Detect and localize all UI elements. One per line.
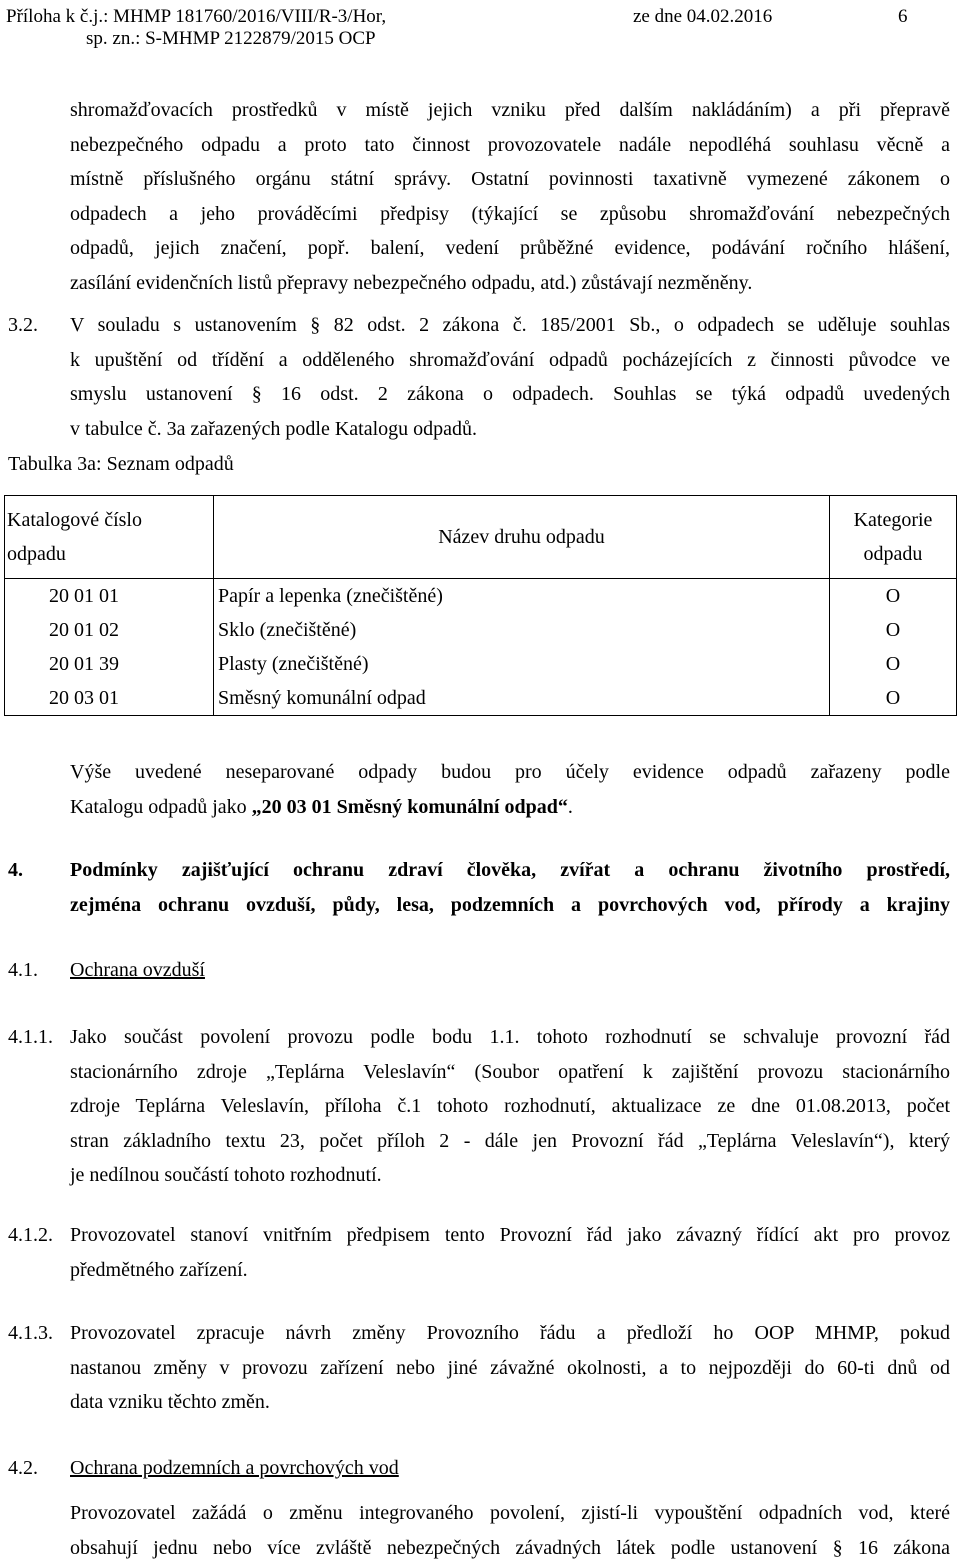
page-number: 6: [898, 6, 908, 28]
text-line: k upuštění od třídění a odděleného shromažďování odpadů pocházejících z činnosti původce ve: [70, 343, 950, 378]
column-header-code-line1: Katalogové číslo: [7, 503, 209, 537]
cell-category: O: [830, 681, 957, 716]
header-reference: [6, 6, 386, 28]
text-line: zasílání evidenčních listů přepravy nebezpečného odpadu, atd.) zůstávají nezměněny.: [70, 266, 950, 301]
cell-code: 20 01 02: [5, 613, 214, 647]
cell-category: O: [830, 647, 957, 681]
cell-code: 20 03 01: [5, 681, 214, 716]
section-number: 4.1.: [8, 953, 38, 987]
waste-code-highlight: „20 03 01 Směsný komunální odpad“: [252, 796, 568, 818]
column-header-code-line2: odpadu: [7, 537, 209, 571]
text-line: Výše uvedené neseparované odpady budou pro účely evidence odpadů zařazeny podle: [70, 755, 950, 790]
table-header-row: [5, 496, 957, 579]
table-caption: Tabulka 3a: Seznam odpadů: [8, 453, 234, 476]
text-prefix: Katalogu odpadů jako: [70, 796, 252, 818]
text-line: [70, 790, 950, 825]
table-row: [5, 579, 957, 614]
section-number: 4.: [8, 853, 23, 887]
heading-line: Podmínky zajišťující ochranu zdraví člověka, zvířat a ochranu životního prostředí,: [70, 853, 950, 888]
heading-line: zejména ochranu ovzduší, půdy, lesa, podzemních a povrchových vod, přírody a krajiny: [70, 888, 950, 923]
table-row: [5, 681, 957, 716]
section-4-1-2-paragraph: [70, 1218, 950, 1287]
text-line: smyslu ustanovení § 16 odst. 2 zákona o odpadech. Souhlas se týká odpadů uvedených: [70, 377, 950, 412]
column-header-code: [5, 496, 214, 579]
header-file-number: sp. zn.: S-MHMP 2122879/2015 OCP: [86, 28, 376, 50]
table-row: [5, 647, 957, 681]
text-line: data vzniku těchto změn.: [70, 1385, 950, 1420]
section-4-1-3-paragraph: [70, 1316, 950, 1420]
cell-category: O: [830, 613, 957, 647]
text-line: je nedílnou součástí tohoto rozhodnutí.: [70, 1158, 950, 1193]
section-number: 3.2.: [8, 308, 38, 342]
cell-name: Směsný komunální odpad: [214, 681, 830, 716]
cell-code: 20 01 01: [5, 579, 214, 614]
text-line: nastanou změny v provozu zařízení nebo jiné závažné okolnosti, a to nejpozději do 60-ti dnů od: [70, 1351, 950, 1386]
section-4-2-title: Ochrana podzemních a povrchových vod: [70, 1451, 399, 1485]
column-header-category-line1: Kategorie: [834, 503, 952, 537]
section-4-2-paragraph: [70, 1496, 950, 1565]
text-line: místně příslušného orgánu státní správy. Ostatní povinnosti taxativně vymezené zákonem o: [70, 162, 950, 197]
section-number: 4.2.: [8, 1451, 38, 1485]
text-line: odpadů, jejich značení, popř. balení, vedení průběžné evidence, podávání ročního hlášení,: [70, 231, 950, 266]
text-line: odpadech a jeho prováděcími předpisy (týkající se způsobu shromažďování nebezpečných: [70, 197, 950, 232]
text-line: obsahují jednu nebo více zvláště nebezpečných závadných látek podle ustanovení § 16 zákona: [70, 1531, 950, 1565]
section-number: 4.1.2.: [8, 1218, 53, 1252]
table-row: [5, 613, 957, 647]
cell-category: O: [830, 579, 957, 614]
text-line: Jako součást povolení provozu podle bodu 1.1. tohoto rozhodnutí se schvaluje provozní řád: [70, 1020, 950, 1055]
text-line: Provozovatel zažádá o změnu integrovaného povolení, zjistí-li vypouštění odpadních vod, které: [70, 1496, 950, 1531]
section-4-heading: [70, 853, 950, 922]
section-3-2-paragraph: [70, 308, 950, 446]
section-4-1-1-paragraph: [70, 1020, 950, 1193]
text-line: nebezpečného odpadu a proto tato činnost provozovatele nadále nepodléhá souhlasu věcně a: [70, 128, 950, 163]
text-suffix: .: [568, 796, 573, 818]
section-4-1-title: Ochrana ovzduší: [70, 953, 205, 987]
text-line: shromažďovacích prostředků v místě jejich vzniku před dalším nakládáním) a při přepravě: [70, 93, 950, 128]
cell-name: Plasty (znečištěné): [214, 647, 830, 681]
section-number: 4.1.1.: [8, 1020, 53, 1054]
text-line: stran základního textu 23, počet příloh 2 - dále jen Provozní řád „Teplárna Veleslavín“), který: [70, 1124, 950, 1159]
column-header-name: Název druhu odpadu: [214, 496, 830, 579]
after-table-paragraph: [70, 755, 950, 824]
cell-name: Sklo (znečištěné): [214, 613, 830, 647]
text-line: stacionárního zdroje „Teplárna Veleslavín“ (Soubor opatření k zajištění provozu stacionárního: [70, 1055, 950, 1090]
column-header-category: [830, 496, 957, 579]
text-line: Provozovatel stanoví vnitřním předpisem tento Provozní řád jako závazný řídící akt pro provoz: [70, 1218, 950, 1253]
cell-code: 20 01 39: [5, 647, 214, 681]
header-date: ze dne 04.02.2016: [633, 6, 772, 28]
cell-name: Papír a lepenka (znečištěné): [214, 579, 830, 614]
text-line: zdroje Teplárna Veleslavín, příloha č.1 tohoto rozhodnutí, aktualizace ze dne 01.08.2013, počet: [70, 1089, 950, 1124]
intro-paragraph: [70, 93, 950, 300]
header-reference-line1: Příloha k č.j.: MHMP 181760/2016/VIII/R-3/Hor,: [6, 6, 386, 27]
section-number: 4.1.3.: [8, 1316, 53, 1350]
text-line: Provozovatel zpracuje návrh změny Provozního řádu a předloží ho OOP MHMP, pokud: [70, 1316, 950, 1351]
waste-table: [4, 495, 957, 716]
text-line: v tabulce č. 3a zařazených podle Katalogu odpadů.: [70, 412, 950, 447]
text-line: předmětného zařízení.: [70, 1253, 950, 1288]
column-header-category-line2: odpadu: [834, 537, 952, 571]
text-line: V souladu s ustanovením § 82 odst. 2 zákona č. 185/2001 Sb., o odpadech se uděluje souhlas: [70, 308, 950, 343]
